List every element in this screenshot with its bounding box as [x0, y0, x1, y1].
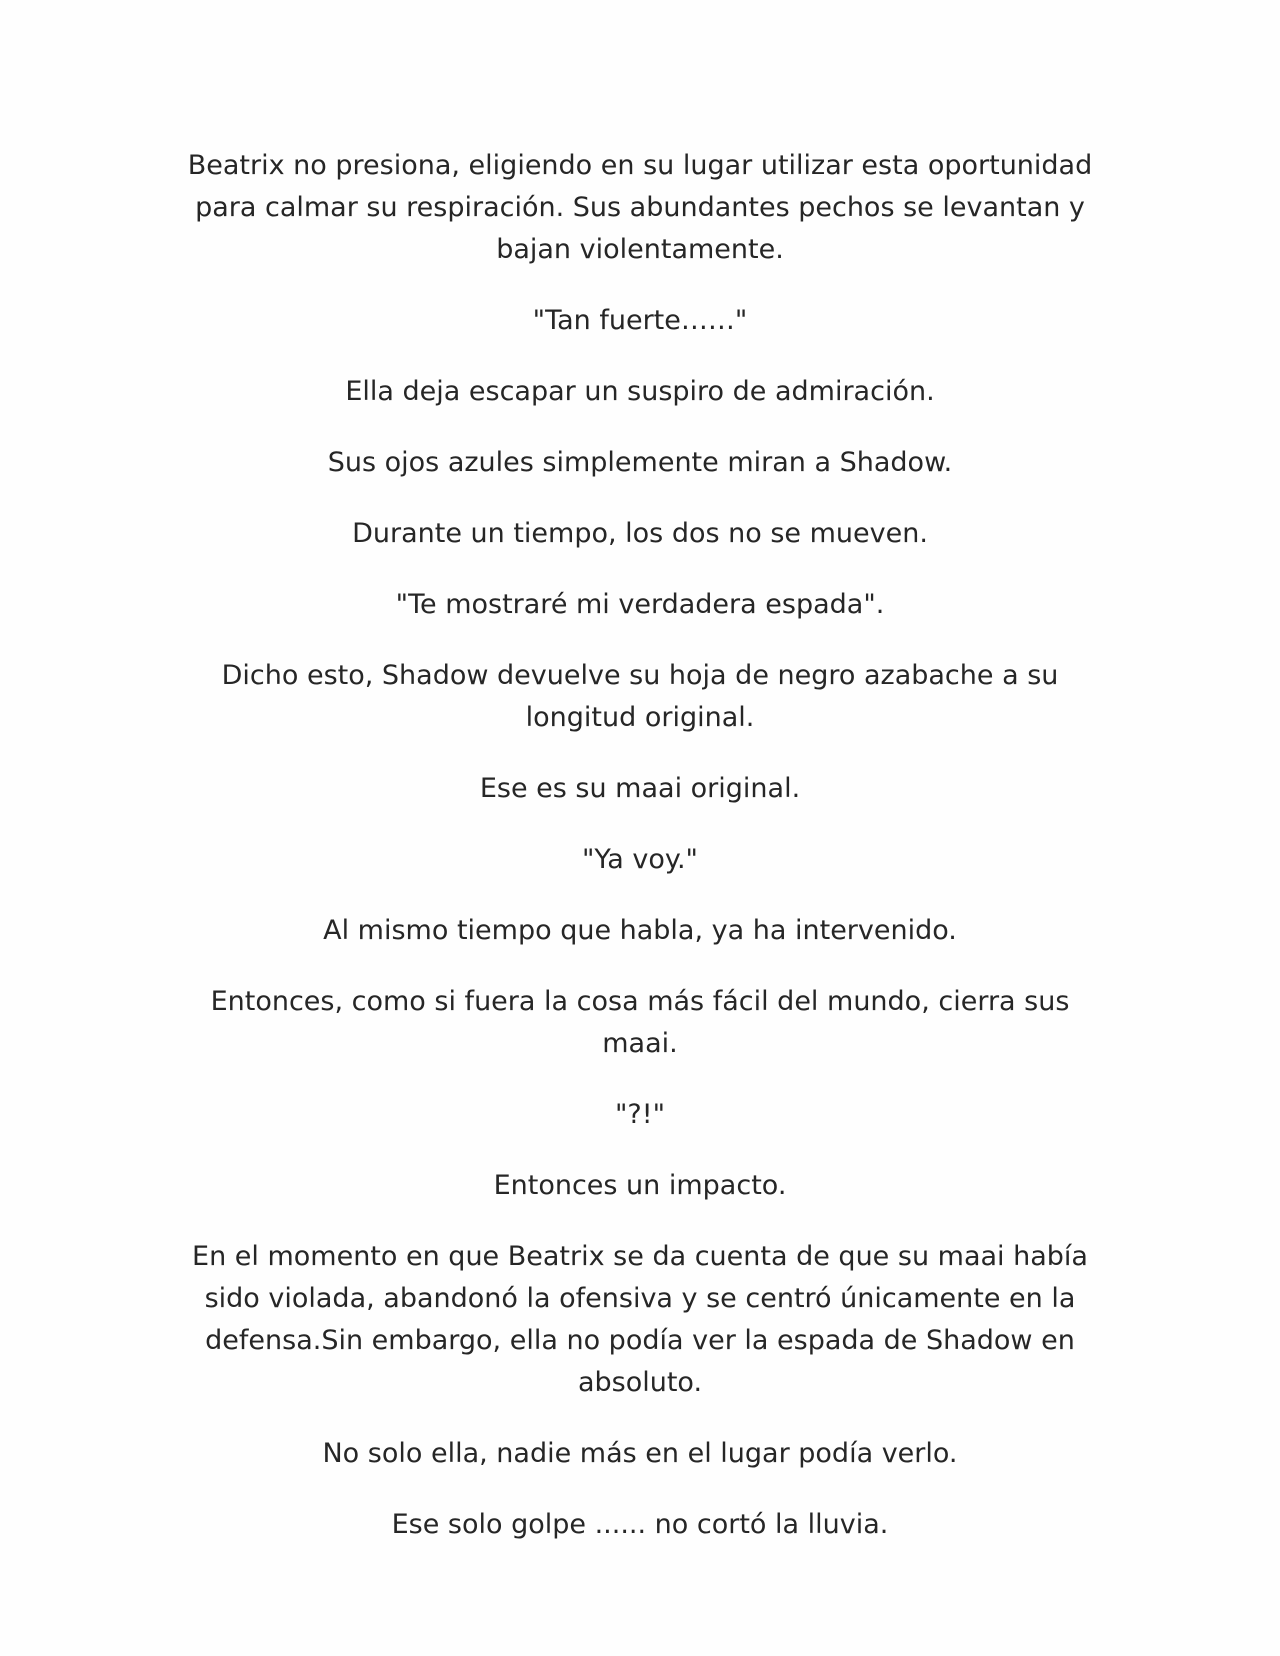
- paragraph: Ese solo golpe ...... no cortó la lluvia.: [391, 1509, 889, 1540]
- paragraph: Entonces, como si fuera la cosa más fácil del mundo, cierra sus maai.: [210, 986, 1070, 1059]
- document-body: [170, 145, 1110, 1546]
- paragraph: Durante un tiempo, los dos no se mueven.: [352, 518, 928, 549]
- paragraph: Ese es su maai original.: [479, 773, 801, 804]
- paragraph: Entonces un impacto.: [493, 1170, 787, 1201]
- paragraph: Dicho esto, Shadow devuelve su hoja de negro azabache a su longitud original.: [221, 660, 1059, 733]
- paragraph: "?!": [615, 1099, 665, 1130]
- paragraph: No solo ella, nadie más en el lugar podía verlo.: [322, 1438, 958, 1469]
- paragraph: "Te mostraré mi verdadera espada".: [395, 589, 885, 620]
- paragraph: "Ya voy.": [582, 844, 698, 875]
- paragraph: Beatrix no presiona, eligiendo en su lugar utilizar esta oportunidad para calmar su respiración. Sus abundantes pechos se levantan y bajan violentamente.: [187, 150, 1093, 265]
- paragraph: Ella deja escapar un suspiro de admiración.: [345, 376, 935, 407]
- paragraph: "Tan fuerte……": [532, 305, 748, 336]
- paragraph: Al mismo tiempo que habla, ya ha intervenido.: [323, 915, 957, 946]
- paragraph: Sus ojos azules simplemente miran a Shadow.: [327, 447, 953, 478]
- paragraph: En el momento en que Beatrix se da cuenta de que su maai había sido violada, abandonó la ofensiva y se centró únicamente en la defensa.Sin embargo, ella no podía ver la espada de Shadow en absoluto.: [192, 1241, 1088, 1398]
